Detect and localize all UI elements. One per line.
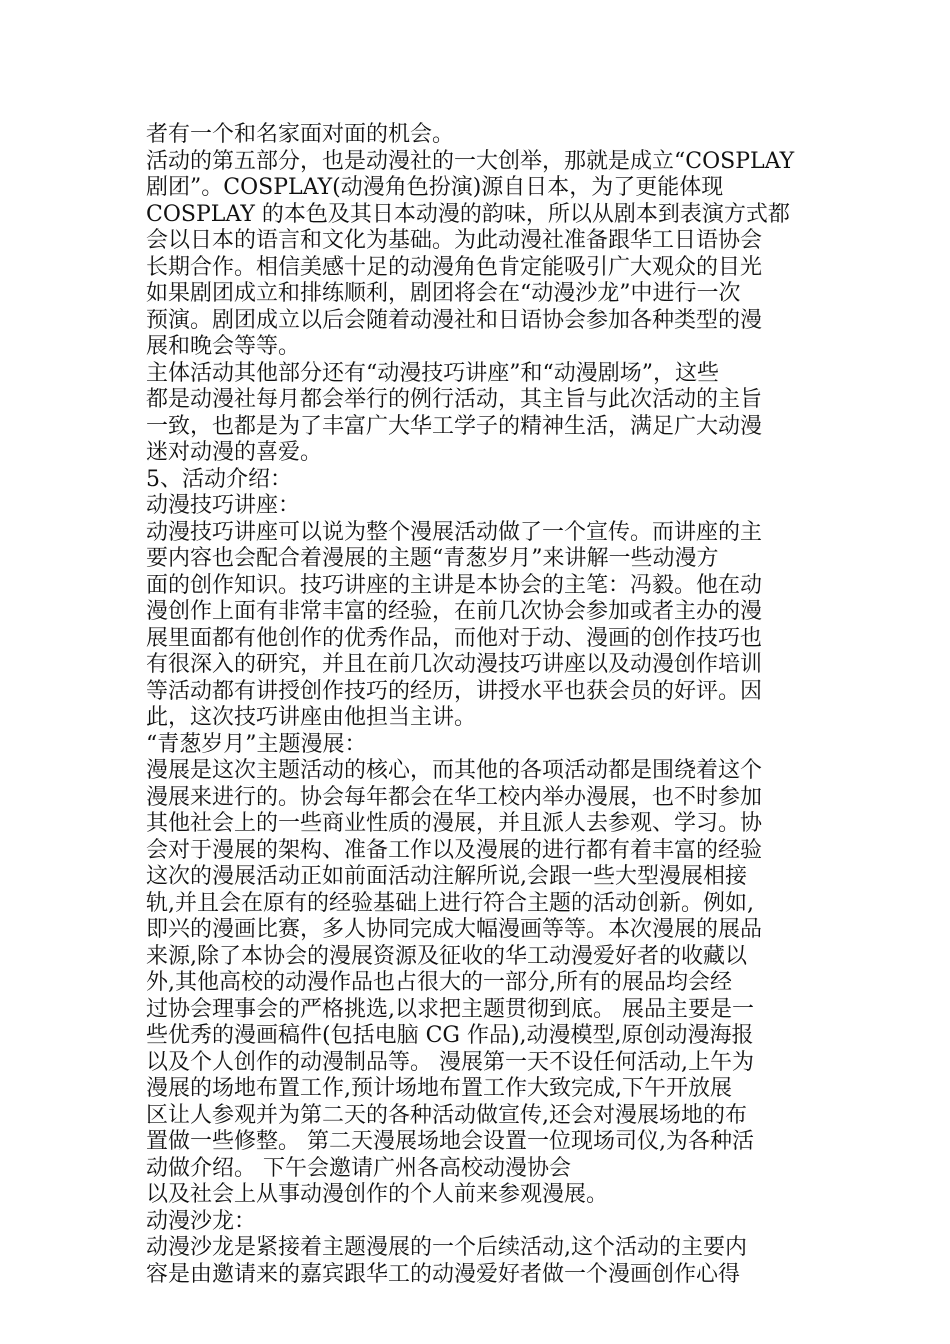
text-line: 动漫沙龙是紧接着主题漫展的一个后续活动,这个活动的主要内	[146, 1235, 747, 1260]
text-line: 展里面都有他创作的优秀作品，而他对于动、漫画的创作技巧也	[146, 625, 763, 651]
text-line: 动做介绍。 下午会邀请广州各高校动漫协会	[146, 1155, 571, 1181]
text-line: 即兴的漫画比赛，多人协同完成大幅漫画等等。本次漫展的展品	[146, 917, 763, 942]
text-line: 长期合作。相信美感十足的动漫角色肯定能吸引广大观众的目光	[146, 254, 763, 280]
text-line: 会以日本的语言和文化为基础。为此动漫社准备跟华工日语协会	[146, 228, 763, 253]
text-line: 漫展来进行的。协会每年都会在华工校内举办漫展，也不时参加	[146, 784, 763, 810]
text-line: 者有一个和名家面对面的机会。	[146, 122, 455, 147]
text-line: 都是动漫社每月都会举行的例行活动，其主旨与此次活动的主旨	[146, 387, 763, 412]
text-line: 过协会理事会的严格挑选,以求把主题贯彻到底。 展品主要是一	[146, 996, 754, 1022]
text-line: 这次的漫展活动正如前面活动注解所说,会跟一些大型漫展相接	[146, 864, 747, 889]
text-line: 动漫沙龙：	[146, 1208, 257, 1234]
text-line: 此，这次技巧讲座由他担当主讲。	[146, 705, 477, 730]
text-line: 预演。剧团成立以后会随着动漫社和日语协会参加各种类型的漫	[146, 307, 763, 333]
text-line: 漫创作上面有非常丰富的经验，在前几次协会参加或者主办的漫	[146, 599, 763, 624]
text-line: 剧团”。COSPLAY(动漫角色扮演)源自日本，为了更能体现	[146, 175, 724, 200]
text-line: 一致，也都是为了丰富广大华工学子的精神生活，满足广大动漫	[146, 413, 763, 439]
text-line: 会对于漫展的架构、准备工作以及漫展的进行都有着丰富的经验	[146, 837, 763, 863]
text-line: 些优秀的漫画稿件(包括电脑 CG 作品),动漫模型,原创动漫海报	[146, 1023, 754, 1048]
text-line: 以及个人创作的动漫制品等。 漫展第一天不设任何活动,上午为	[146, 1049, 754, 1075]
text-line: 5、活动介绍：	[146, 466, 292, 492]
text-line: “青葱岁月”主题漫展：	[146, 731, 367, 757]
text-line: 如果剧团成立和排练顺利，剧团将会在“动漫沙龙”中进行一次	[146, 281, 741, 306]
document-page	[146, 122, 814, 1288]
text-line: 区让人参观并为第二天的各种活动做宣传,还会对漫展场地的布	[146, 1102, 747, 1128]
text-line: 有很深入的研究，并且在前几次动漫技巧讲座以及动漫创作培训	[146, 652, 763, 677]
text-line: 展和晚会等等。	[146, 334, 301, 359]
text-line: 容是由邀请来的嘉宾跟华工的动漫爱好者做一个漫画创作心得	[146, 1261, 741, 1287]
text-line: 以及社会上从事动漫创作的个人前来参观漫展。	[146, 1182, 609, 1207]
text-line: 置做一些修整。 第二天漫展场地会设置一位现场司仪,为各种活	[146, 1129, 754, 1154]
text-line: 外,其他高校的动漫作品也占很大的一部分,所有的展品均会经	[146, 970, 732, 995]
text-line: 来源,除了本协会的漫展资源及征收的华工动漫爱好者的收藏以	[146, 943, 747, 969]
text-line: 动漫技巧讲座可以说为整个漫展活动做了一个宣传。而讲座的主	[146, 519, 763, 545]
text-line: 其他社会上的一些商业性质的漫展，并且派人去参观、学习。协	[146, 811, 763, 836]
text-line: 主体活动其他部分还有“动漫技巧讲座”和“动漫剧场”，这些	[146, 360, 719, 386]
text-line: 面的创作知识。技巧讲座的主讲是本协会的主笔：冯毅。他在动	[146, 572, 763, 598]
text-line: 动漫技巧讲座：	[146, 493, 301, 518]
text-line: 要内容也会配合着漫展的主题“青葱岁月”来讲解一些动漫方	[146, 546, 719, 571]
text-line: 轨,并且会在原有的经验基础上进行符合主题的活动创新。例如,	[146, 890, 754, 916]
text-line: 活动的第五部分，也是动漫社的一大创举，那就是成立“COSPLAY	[146, 148, 795, 174]
text-line: COSPLAY 的本色及其日本动漫的韵味，所以从剧本到表演方式都	[146, 201, 790, 227]
text-line: 漫展的场地布置工作,预计场地布置工作大致完成,下午开放展	[146, 1076, 732, 1101]
text-line: 等活动都有讲授创作技巧的经历，讲授水平也获会员的好评。因	[146, 678, 763, 704]
text-line: 漫展是这次主题活动的核心，而其他的各项活动都是围绕着这个	[146, 758, 763, 783]
text-line: 迷对动漫的喜爱。	[146, 440, 323, 465]
